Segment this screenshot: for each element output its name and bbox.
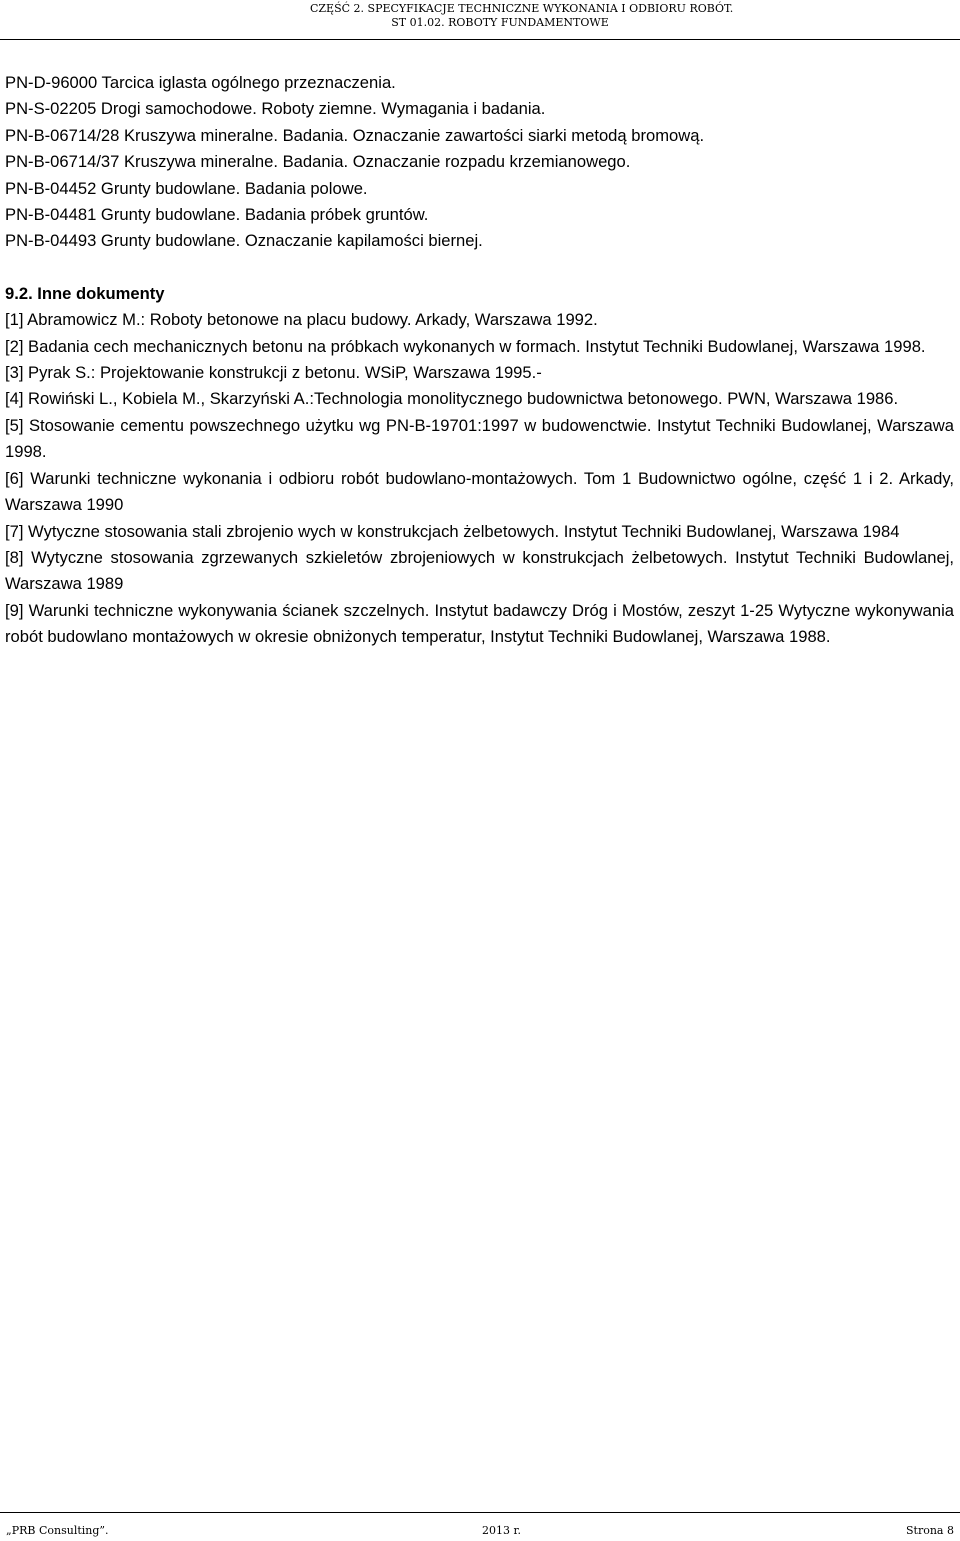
reference-item: [5] Stosowanie cementu powszechnego użytku wg PN-B-19701:1997 w budowenctwie. Instytut Techniki Budowlanej, Warszawa 1998. <box>5 415 954 462</box>
reference-item: [2] Badania cech mechanicznych betonu na próbkach wykonanych w formach. Instytut Techniki Budowlanej, Warszawa 1998. <box>5 336 926 356</box>
reference-item: [6] Warunki techniczne wykonania i odbioru robót budowlano-montażowych. Tom 1 Budownictwo ogólne, część 1 i 2. Arkady, Warszawa 1990 <box>5 468 954 515</box>
norm-item: PN-S-02205 Drogi samochodowe. Roboty ziemne. Wymagania i badania. <box>5 99 546 119</box>
norms-list <box>5 70 954 255</box>
section-heading: 9.2. Inne dokumenty <box>5 283 165 303</box>
reference-item: [3] Pyrak S.: Projektowanie konstrukcji z betonu. WSiP, Warszawa 1995.- <box>5 363 542 383</box>
norm-item: PN-D-96000 Tarcica iglasta ogólnego przeznaczenia. <box>5 73 396 92</box>
norm-item: PN-B-04481 Grunty budowlane. Badania próbek gruntów. <box>5 205 429 225</box>
references-list <box>5 307 954 650</box>
norm-item: PN-B-04452 Grunty budowlane. Badania polowe. <box>5 178 368 198</box>
reference-item: [8] Wytyczne stosowania zgrzewanych szkieletów zbrojeniowych w konstrukcjach żelbetowych. Instytut Techniki Budowlanej, Warszawa 1989 <box>5 547 954 594</box>
norm-item: PN-B-04493 Grunty budowlane. Oznaczanie kapilamości biernej. <box>5 231 483 251</box>
document-body <box>5 70 954 651</box>
norm-item: PN-B-06714/28 Kruszywa mineralne. Badania. Oznaczanie zawartości siarki metodą bromową. <box>5 125 705 145</box>
header-title: CZĘŚĆ 2. SPECYFIKACJE TECHNICZNE WYKONANIA I ODBIORU ROBÓT. <box>310 2 734 15</box>
reference-item: [7] Wytyczne stosowania stali zbrojenio wych w konstrukcjach żelbetowych. Instytut Techniki Budowlanej, Warszawa 1984 <box>5 521 900 541</box>
footer-year: 2013 r. <box>482 1524 522 1537</box>
reference-item: [4] Rowiński L., Kobiela M., Skarzyński A.:Technologia monolitycznego budownictwa betonowego. PWN, Warszawa 1986. <box>5 389 899 409</box>
footer-page-number: Strona 8 <box>906 1524 954 1537</box>
page-footer <box>0 1512 960 1541</box>
page-header <box>0 0 960 40</box>
header-subtitle: ST 01.02. ROBOTY FUNDAMENTOWE <box>391 16 609 29</box>
reference-item: [9] Warunki techniczne wykonywania ścianek szczelnych. Instytut badawczy Dróg i Mostów, zeszyt 1-25 Wytyczne wykonywania robót budowlano montażowych w okresie obniżonych temperatur, Instytut Techniki Budowlanej, Warszawa 1988. <box>5 600 954 647</box>
footer-company: „PRB Consulting”. <box>6 1524 109 1537</box>
reference-item: [1] Abramowicz M.: Roboty betonowe na placu budowy. Arkady, Warszawa 1992. <box>5 310 598 330</box>
norm-item: PN-B-06714/37 Kruszywa mineralne. Badania. Oznaczanie rozpadu krzemianowego. <box>5 152 631 172</box>
